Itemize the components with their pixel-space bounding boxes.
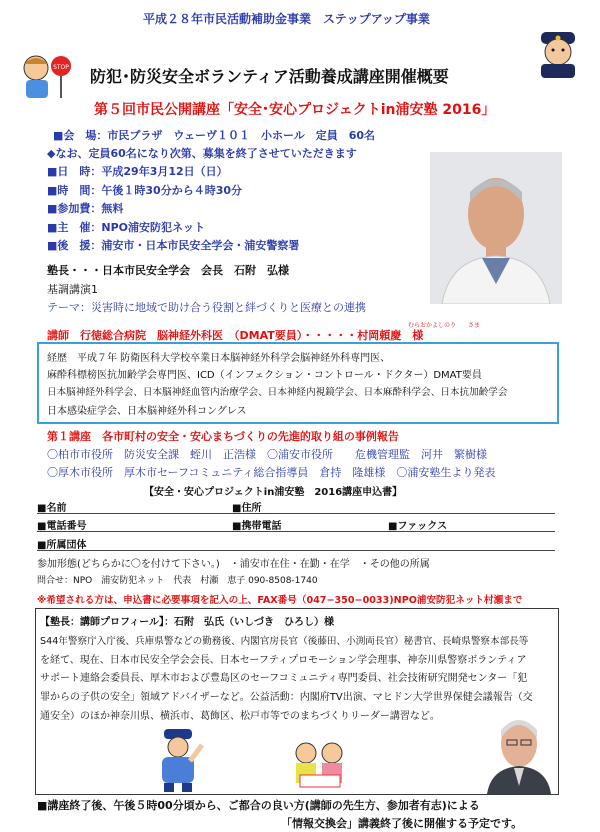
page-subtitle: 第５回市民公開講座「安全･安心プロジェクトin浦安塾 2016」: [94, 102, 496, 118]
principal-profile-heading: 【塾長：講師プロフィール】：石附 弘氏（いしづき ひろし）様: [40, 617, 334, 628]
organization-field[interactable]: [37, 535, 555, 551]
principal-profile-line: S44年警察庁入庁後、兵庫県警などの勤務後、内閣官房長官（後藤田、小渕両長官）秘書官、長崎県警察本部長等: [40, 636, 529, 647]
name-label: ■名前: [37, 503, 67, 514]
organization-label: ■所属団体: [37, 540, 87, 551]
police-officer-saluting-illustration: [150, 727, 206, 793]
supporters: ■後 援：浦安市・日本市民安全学会・浦安警察署: [47, 239, 300, 252]
fax-note: ※希望される方は、申込書に必要事項を記入の上、FAX番号（047−350−0033)NPO浦安防犯ネット村瀬まで: [37, 595, 523, 606]
keynote-label: 基調講演1: [47, 283, 98, 296]
attendance-type: 参加形態(どちらかに〇を付けて下さい。) ・浦安市在住・在勤・在学 ・その他の所属: [37, 559, 430, 570]
session1-title: 第１講座 各市町村の安全・安心まちづくりの先進的取り組の事例報告: [47, 430, 399, 443]
phone-label: ■電話番号: [37, 521, 87, 532]
principal-profile-line: を経て、現在、日本市民安全学会会長、日本セーフティプロモーション学会理事、神奈川県警察ボランティア: [40, 655, 527, 666]
capacity-notice: ◆なお、定員60名になり次第、募集を終了させていただきます: [47, 147, 357, 160]
event-fee: ■参加費：無料: [47, 202, 124, 215]
venue: ■会 場：市民プラザ ウェーヴ１０１ 小ホール 定員 60名: [53, 129, 376, 142]
profile-line: 経歴 平成７年 防衛医科大学校卒業日本脳神経外科学会脳神経外科専門医、: [47, 353, 391, 364]
subsidy-line: 平成２８年市民活動補助金事業 ステップアップ事業: [143, 12, 430, 26]
contact-info: 問合せ：NPO 浦安防犯ネット 代表 村瀬 恵子 090-8508-1740: [37, 576, 318, 586]
profile-line: 日本脳神経外科学会、日本脳神経血管内治療学会、日本神経内視鏡学会、日本麻酔科学会、日本抗加齢学会: [47, 387, 508, 398]
footer-line: 「情報交換会」講義終了後に開催する予定です。: [281, 817, 523, 830]
session1-speakers: 〇柏市市役所 防災安全課 蛭川 正浩様 〇浦安市役所 危機管理監 河井 繁樹様: [47, 448, 487, 461]
mobile-label: ■携帯電話: [232, 521, 282, 532]
principal-line: 塾長・・・日本市民安全学会 会長 石附 弘様: [47, 264, 289, 277]
principal-profile-line: 罪からの子供の安全」領域アドバイザーなど。公益活動：内閣府TV出演、マヒドン大学世界保健会議報告（交: [40, 692, 533, 703]
session1-speakers: 〇厚木市役所 厚木市セーフコミュニティ総合指導員 倉持 隆雄様 〇浦安塾生より発表: [47, 466, 496, 479]
children-illustration: [290, 735, 350, 791]
principal-profile-line: サポート連絡会委員長、厚木市および豊島区のセーフコミュニティ専門委員、社会技術研究開発センター「犯: [40, 673, 528, 684]
child-stop-sign-illustration: [14, 52, 72, 102]
fax-label: ■ファックス: [388, 521, 448, 532]
profile-line: 日本感染症学会、日本脳神経外科コングレス: [47, 406, 247, 417]
svg-text:STOP: STOP: [53, 64, 69, 71]
page-title: 防犯･防災安全ボランティア活動養成講座開催概要: [90, 67, 449, 86]
event-date: ■日 時：平成29年3月12日（日）: [47, 165, 228, 178]
organizer: ■主 催：NPO浦安防犯ネット: [47, 221, 206, 234]
form-heading: 【安全・安心プロジェクトin浦安塾 2016講座申込書】: [144, 487, 403, 498]
keynote-theme: テーマ：災害時に地域で助け合う役割と絆づくりと医療との連携: [47, 301, 366, 314]
lecturer-ruby: むらおかよしのり さま: [408, 322, 481, 329]
phone-field[interactable]: [37, 516, 555, 532]
police-officer-icon: [533, 28, 583, 80]
name-field[interactable]: [37, 498, 555, 514]
event-time: ■時 間：午後１時30分から４時30分: [47, 184, 243, 197]
profile-line: 麻酔科標榜医抗加齢学会専門医、ICD（インフェクション・コントロール・ドクター）DMAT要員: [47, 370, 482, 381]
principal-photo: [481, 708, 557, 794]
principal-profile-line: 通安全）のほか神奈川県、横浜市、葛飾区、松戸市等でのまちづくりリーダー講習など。: [40, 711, 440, 722]
footer-line: ■講座終了後、午後５時00分頃から、ご都合の良い方(講師の先生方、参加者有志)による: [37, 799, 480, 812]
lecturer-photo: [430, 152, 562, 304]
lecturer-line: 講師 行徳総合病院 脳神経外科医 （DMAT要員）・・・・・村岡頼慶 様: [47, 329, 424, 342]
address-label: ■住所: [232, 503, 262, 514]
